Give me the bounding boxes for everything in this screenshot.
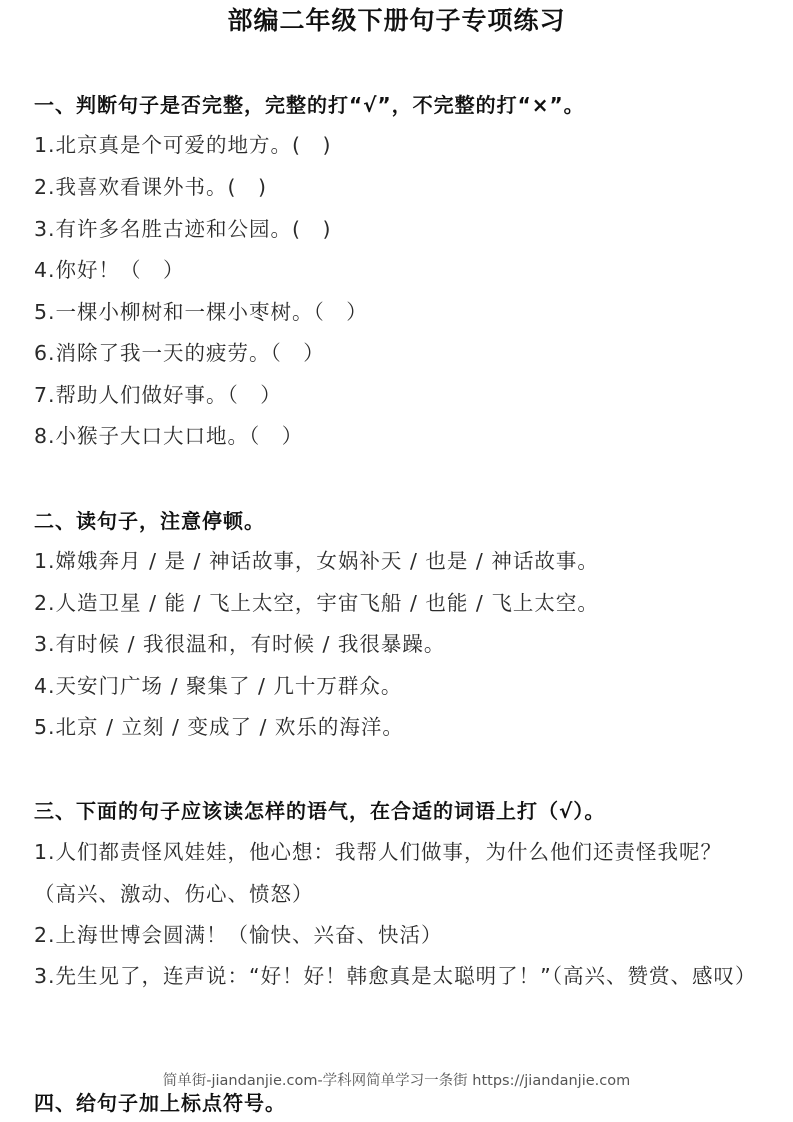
section-2-item-3: 3.有时候 / 我很温和，有时候 / 我很暴躁。 bbox=[34, 632, 446, 656]
section-2-item-1: 1.嫦娥奔月 / 是 / 神话故事，女娲补天 / 也是 / 神话故事。 bbox=[34, 549, 599, 573]
section-2-heading: 二、读句子，注意停顿。 bbox=[34, 509, 265, 533]
section-1-item-3: 3.有许多名胜古迹和公园。( ) bbox=[34, 217, 332, 241]
section-3-item-2: 2.上海世博会圆满！（愉快、兴奋、快活） bbox=[34, 923, 443, 947]
watermark-text: 简单街-jiandanjie.com-学科网简单学习一条街 https://jiandanjie.com bbox=[162, 1073, 631, 1089]
section-1-item-2: 2.我喜欢看课外书。( ) bbox=[34, 175, 268, 199]
section-4-heading: 四、给句子加上标点符号。 bbox=[34, 1091, 286, 1115]
section-2-item-4: 4.天安门广场 / 聚集了 / 几十万群众。 bbox=[34, 674, 403, 698]
section-1-item-1: 1.北京真是个可爱的地方。( ) bbox=[34, 133, 332, 157]
section-3-item-3: 3.先生见了，连声说：“好！好！韩愈真是太聪明了！”（高兴、赞赏、感叹） bbox=[34, 964, 757, 988]
section-1-item-6: 6.消除了我一天的疲劳。（ ） bbox=[34, 341, 325, 365]
section-1-item-8: 8.小猴子大口大口地。（ ） bbox=[34, 424, 304, 448]
section-2-item-2: 2.人造卫星 / 能 / 飞上太空，宇宙飞船 / 也能 / 飞上太空。 bbox=[34, 591, 599, 615]
page-title: 部编二年级下册句子专项练习 bbox=[227, 6, 566, 35]
section-3-item-1: 1.人们都责怪风娃娃，他心想：我帮人们做事，为什么他们还责怪我呢？（高兴、激动、伤心、愤怒） bbox=[34, 840, 723, 906]
section-1-heading: 一、判断句子是否完整，完整的打“√”，不完整的打“×”。 bbox=[34, 93, 585, 117]
section-1-item-5: 5.一棵小柳树和一棵小枣树。（ ） bbox=[34, 300, 368, 324]
section-1-item-7: 7.帮助人们做好事。（ ） bbox=[34, 383, 282, 407]
section-3-heading: 三、下面的句子应该读怎样的语气，在合适的词语上打（√）。 bbox=[34, 799, 606, 823]
section-2-item-5: 5.北京 / 立刻 / 变成了 / 欢乐的海洋。 bbox=[34, 715, 404, 739]
section-1-item-4: 4.你好！（ ） bbox=[34, 258, 185, 282]
